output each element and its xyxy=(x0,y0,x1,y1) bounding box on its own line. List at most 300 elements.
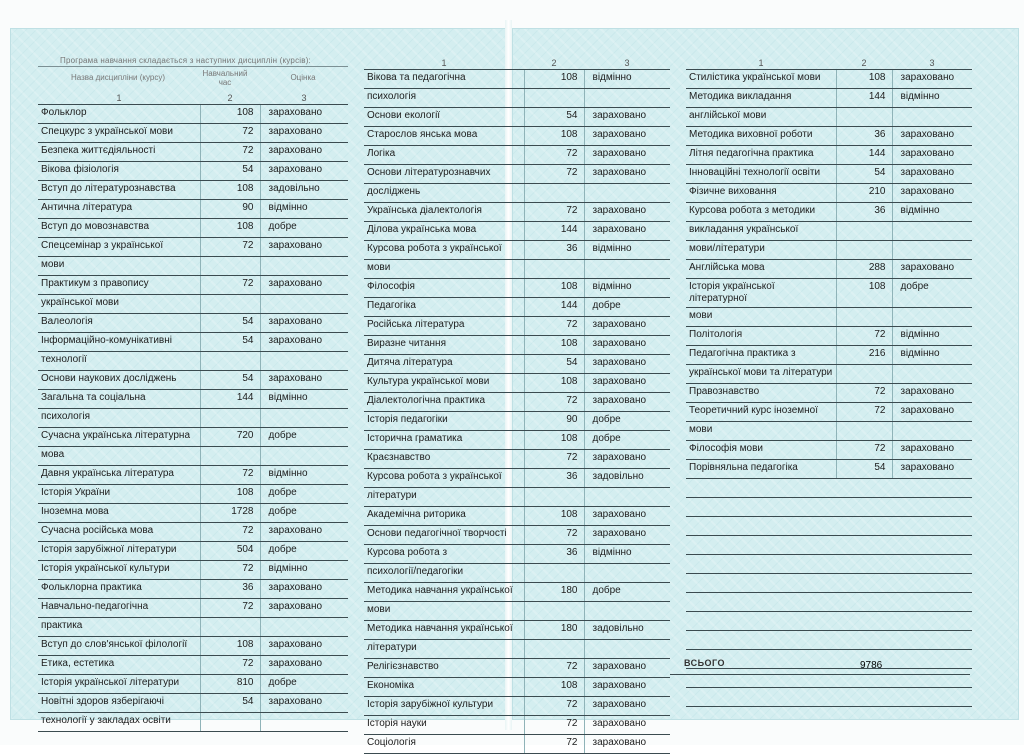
cell-hours: 72 xyxy=(524,697,584,716)
cell-grade xyxy=(892,422,972,441)
table-row xyxy=(38,542,348,561)
cell-discipline: мови xyxy=(364,602,524,621)
cell-discipline: Вступ до літературознавства xyxy=(38,181,200,200)
cell-grade xyxy=(260,257,348,276)
cell-discipline: Історія педагогіки xyxy=(364,412,524,431)
cell-grade: зараховано xyxy=(260,143,348,162)
table-row xyxy=(38,561,348,580)
cell-grade: відмінно xyxy=(584,241,670,260)
cell-grade: добре xyxy=(584,412,670,431)
table-row xyxy=(364,374,670,393)
table-row xyxy=(38,352,348,371)
table-row xyxy=(38,257,348,276)
cell-grade xyxy=(892,241,972,260)
cell-discipline: Порівняльна педагогіка xyxy=(686,460,836,479)
table-row xyxy=(364,659,670,678)
table-row xyxy=(38,675,348,694)
table-row xyxy=(38,713,348,732)
table-row xyxy=(364,89,670,108)
cell-discipline: психології/педагогіки xyxy=(364,564,524,583)
cell-grade: зараховано xyxy=(892,70,972,89)
table-row xyxy=(38,599,348,618)
table-row xyxy=(364,108,670,127)
cell-discipline: Вікова та педагогічна xyxy=(364,70,524,89)
table-row xyxy=(38,162,348,181)
cell-hours xyxy=(524,260,584,279)
cell-hours: 72 xyxy=(524,659,584,678)
table-row xyxy=(686,260,972,279)
table-row xyxy=(364,146,670,165)
table-row xyxy=(364,393,670,412)
cell-hours: 72 xyxy=(836,327,892,346)
empty-row xyxy=(686,688,972,707)
cell-grade: зараховано xyxy=(892,384,972,403)
cell-hours xyxy=(836,422,892,441)
cell-discipline: Історія зарубіжної культури xyxy=(364,697,524,716)
table-row xyxy=(38,238,348,257)
cell-discipline: Літня педагогічна практика xyxy=(686,146,836,165)
table-header xyxy=(38,66,348,93)
cell-hours: 54 xyxy=(200,694,260,713)
table-row xyxy=(38,409,348,428)
empty-row xyxy=(686,593,972,612)
table-row xyxy=(364,678,670,697)
table-row xyxy=(38,200,348,219)
num-2: 2 xyxy=(551,58,557,68)
table-row xyxy=(364,412,670,431)
cell-grade xyxy=(584,564,670,583)
table-row xyxy=(364,716,670,735)
cell-grade: зараховано xyxy=(892,146,972,165)
cell-hours: 72 xyxy=(836,384,892,403)
cell-hours: 108 xyxy=(200,637,260,656)
cell-discipline: Дитяча література xyxy=(364,355,524,374)
cell-discipline: Фольклор xyxy=(38,105,200,124)
table-row xyxy=(686,241,972,260)
cell-discipline: Краєзнавство xyxy=(364,450,524,469)
table-row xyxy=(686,203,972,222)
cell-discipline: досліджень xyxy=(364,184,524,203)
table-row xyxy=(38,124,348,143)
cell-hours xyxy=(524,89,584,108)
table-row xyxy=(38,485,348,504)
cell-discipline: Спецсемінар з української xyxy=(38,238,200,257)
header-hours: Навчальний час xyxy=(202,69,248,87)
cell-hours xyxy=(200,713,260,732)
table-row xyxy=(38,694,348,713)
cell-discipline: мови xyxy=(686,308,836,327)
table-row xyxy=(686,222,972,241)
cell-discipline: Академічна риторика xyxy=(364,507,524,526)
cell-discipline: Основи наукових досліджень xyxy=(38,371,200,390)
intro-text: Програма навчання складається з наступних дисциплін (курсів): xyxy=(60,56,311,65)
cell-grade xyxy=(260,295,348,314)
cell-discipline: Основи літературознавчих xyxy=(364,165,524,184)
cell-discipline: психологія xyxy=(364,89,524,108)
cell-discipline: Фольклорна практика xyxy=(38,580,200,599)
empty-row xyxy=(686,498,972,517)
cell-discipline: Теоретичний курс іноземної xyxy=(686,403,836,422)
table-row xyxy=(364,298,670,317)
cell-hours: 54 xyxy=(836,165,892,184)
cell-grade: зараховано xyxy=(260,238,348,257)
cell-hours: 72 xyxy=(524,146,584,165)
table-row xyxy=(364,165,670,184)
cell-grade: відмінно xyxy=(892,89,972,108)
cell-grade: добре xyxy=(260,485,348,504)
cell-grade: зараховано xyxy=(260,523,348,542)
cell-discipline: літератури xyxy=(364,488,524,507)
table-row xyxy=(364,184,670,203)
table-row xyxy=(364,564,670,583)
cell-grade: відмінно xyxy=(892,346,972,365)
cell-grade: зараховано xyxy=(584,317,670,336)
cell-hours: 72 xyxy=(200,561,260,580)
cell-hours xyxy=(836,241,892,260)
cell-grade: зараховано xyxy=(584,450,670,469)
num-1: 1 xyxy=(758,58,764,68)
cell-discipline: Економіка xyxy=(364,678,524,697)
cell-hours xyxy=(836,108,892,127)
cell-discipline: Українська діалектологія xyxy=(364,203,524,222)
table-row xyxy=(38,276,348,295)
cell-discipline: мови xyxy=(38,257,200,276)
table-row xyxy=(38,428,348,447)
cell-discipline: Іноземна мова xyxy=(38,504,200,523)
cell-grade: зараховано xyxy=(260,124,348,143)
table-row xyxy=(686,184,972,203)
cell-discipline: Сучасна російська мова xyxy=(38,523,200,542)
cell-hours: 72 xyxy=(524,526,584,545)
cell-grade: зараховано xyxy=(260,314,348,333)
cell-hours: 144 xyxy=(524,298,584,317)
cell-grade: задовільно xyxy=(584,469,670,488)
column-numbers xyxy=(38,92,348,105)
table-row xyxy=(364,203,670,222)
table-row xyxy=(38,390,348,409)
cell-grade xyxy=(260,352,348,371)
cell-discipline: Валеологія xyxy=(38,314,200,333)
cell-hours: 210 xyxy=(836,184,892,203)
table-row xyxy=(364,583,670,602)
cell-hours xyxy=(524,564,584,583)
cell-discipline: Давня українська література xyxy=(38,466,200,485)
cell-discipline: Правознавство xyxy=(686,384,836,403)
empty-row xyxy=(686,574,972,593)
cell-discipline: Культура української мови xyxy=(364,374,524,393)
cell-discipline: Курсова робота з української xyxy=(364,241,524,260)
cell-grade: зараховано xyxy=(584,336,670,355)
cell-hours: 144 xyxy=(200,390,260,409)
table-row xyxy=(686,327,972,346)
cell-hours: 108 xyxy=(524,279,584,298)
cell-discipline: Безпека життєдіяльності xyxy=(38,143,200,162)
cell-discipline: мови xyxy=(364,260,524,279)
cell-hours xyxy=(836,365,892,384)
cell-grade xyxy=(892,108,972,127)
cell-discipline: Старослов янська мова xyxy=(364,127,524,146)
cell-discipline: технології у закладах освіти xyxy=(38,713,200,732)
cell-hours xyxy=(836,222,892,241)
table-row xyxy=(686,460,972,479)
cell-grade: добре xyxy=(892,279,972,308)
cell-grade xyxy=(892,365,972,384)
cell-discipline: мови xyxy=(686,422,836,441)
cell-hours: 36 xyxy=(836,203,892,222)
cell-grade: відмінно xyxy=(260,561,348,580)
table-row xyxy=(38,580,348,599)
cell-hours: 90 xyxy=(200,200,260,219)
num-1: 1 xyxy=(116,93,122,103)
empty-row xyxy=(686,536,972,555)
cell-hours: 108 xyxy=(524,127,584,146)
cell-hours: 36 xyxy=(524,241,584,260)
cell-discipline: Методика виховної роботи xyxy=(686,127,836,146)
table-row xyxy=(364,279,670,298)
cell-hours: 72 xyxy=(524,393,584,412)
cell-hours: 216 xyxy=(836,346,892,365)
empty-row xyxy=(686,517,972,536)
cell-hours: 72 xyxy=(200,143,260,162)
cell-grade: зараховано xyxy=(892,260,972,279)
table-row xyxy=(38,333,348,352)
empty-row xyxy=(686,555,972,574)
cell-grade: задовільно xyxy=(584,621,670,640)
cell-grade: відмінно xyxy=(584,545,670,564)
cell-hours: 810 xyxy=(200,675,260,694)
cell-hours: 36 xyxy=(836,127,892,146)
cell-grade: зараховано xyxy=(260,656,348,675)
cell-grade: відмінно xyxy=(892,327,972,346)
cell-discipline: літератури xyxy=(364,640,524,659)
table-row xyxy=(364,602,670,621)
cell-hours: 108 xyxy=(836,70,892,89)
cell-grade: зараховано xyxy=(584,393,670,412)
cell-hours: 72 xyxy=(524,203,584,222)
cell-grade: зараховано xyxy=(584,146,670,165)
table-row xyxy=(364,526,670,545)
num-2: 2 xyxy=(861,58,867,68)
table-row xyxy=(38,105,348,124)
cell-hours: 108 xyxy=(836,279,892,308)
cell-hours: 108 xyxy=(200,219,260,238)
cell-grade: зараховано xyxy=(584,355,670,374)
cell-discipline: Історія української літератури xyxy=(38,675,200,694)
table-row xyxy=(38,143,348,162)
cell-discipline: Історична граматика xyxy=(364,431,524,450)
cell-hours: 72 xyxy=(200,276,260,295)
table-row xyxy=(364,241,670,260)
table-row xyxy=(364,735,670,754)
table-row xyxy=(364,355,670,374)
num-3: 3 xyxy=(624,58,630,68)
cell-grade: зараховано xyxy=(260,580,348,599)
cell-hours: 108 xyxy=(200,485,260,504)
cell-grade xyxy=(584,89,670,108)
table-row xyxy=(38,219,348,238)
table-row xyxy=(38,371,348,390)
table-row xyxy=(38,618,348,637)
cell-hours: 108 xyxy=(200,105,260,124)
cell-discipline: Загальна та соціальна xyxy=(38,390,200,409)
cell-grade: зараховано xyxy=(892,441,972,460)
cell-hours: 288 xyxy=(836,260,892,279)
cell-discipline: технології xyxy=(38,352,200,371)
table-row xyxy=(364,621,670,640)
cell-grade: зараховано xyxy=(892,165,972,184)
cell-discipline: Етика, естетика xyxy=(38,656,200,675)
cell-discipline: Російська література xyxy=(364,317,524,336)
cell-hours: 108 xyxy=(200,181,260,200)
cell-discipline: Методика навчання української xyxy=(364,583,524,602)
table-row xyxy=(38,181,348,200)
cell-discipline: Антична література xyxy=(38,200,200,219)
cell-grade: зараховано xyxy=(260,694,348,713)
cell-hours: 144 xyxy=(836,89,892,108)
table-row xyxy=(364,697,670,716)
table-row xyxy=(364,127,670,146)
cell-grade: зараховано xyxy=(584,203,670,222)
cell-grade: зараховано xyxy=(260,105,348,124)
cell-grade: добре xyxy=(584,583,670,602)
table-row xyxy=(686,384,972,403)
cell-discipline: Фізичне виховання xyxy=(686,184,836,203)
num-3: 3 xyxy=(301,93,307,103)
cell-hours xyxy=(200,257,260,276)
cell-hours xyxy=(524,488,584,507)
table-row xyxy=(38,504,348,523)
column-2 xyxy=(364,57,670,754)
cell-discipline: Методика навчання української xyxy=(364,621,524,640)
table-row xyxy=(364,469,670,488)
cell-grade: відмінно xyxy=(260,200,348,219)
cell-grade: зараховано xyxy=(260,371,348,390)
cell-grade xyxy=(260,447,348,466)
cell-hours: 108 xyxy=(524,336,584,355)
cell-hours: 504 xyxy=(200,542,260,561)
cell-hours xyxy=(524,640,584,659)
cell-grade xyxy=(584,184,670,203)
cell-discipline: Ділова українська мова xyxy=(364,222,524,241)
cell-hours: 72 xyxy=(524,735,584,754)
cell-discipline: Педагогічна практика з xyxy=(686,346,836,365)
cell-grade: добре xyxy=(260,504,348,523)
cell-hours: 108 xyxy=(524,678,584,697)
table-row xyxy=(364,431,670,450)
cell-hours: 72 xyxy=(524,165,584,184)
cell-grade xyxy=(892,222,972,241)
cell-discipline: Новітні здоров язберігаючі xyxy=(38,694,200,713)
cell-grade: зараховано xyxy=(892,460,972,479)
cell-grade: зараховано xyxy=(260,162,348,181)
cell-grade: зараховано xyxy=(584,526,670,545)
cell-discipline: української мови xyxy=(38,295,200,314)
cell-discipline: Політологія xyxy=(686,327,836,346)
cell-hours: 72 xyxy=(524,317,584,336)
table-row xyxy=(686,346,972,365)
cell-grade: добре xyxy=(584,431,670,450)
table-row xyxy=(686,146,972,165)
cell-discipline: Практикум з правопису xyxy=(38,276,200,295)
cell-hours: 108 xyxy=(524,70,584,89)
cell-hours: 180 xyxy=(524,621,584,640)
cell-grade xyxy=(260,713,348,732)
cell-hours: 54 xyxy=(200,162,260,181)
table-row xyxy=(686,441,972,460)
cell-discipline: Виразне читання xyxy=(364,336,524,355)
table-row xyxy=(686,279,972,308)
cell-hours: 36 xyxy=(200,580,260,599)
cell-discipline: Соціологія xyxy=(364,735,524,754)
cell-hours: 72 xyxy=(200,599,260,618)
cell-hours: 72 xyxy=(836,403,892,422)
table-row xyxy=(364,545,670,564)
cell-grade: зараховано xyxy=(584,108,670,127)
cell-discipline: Інноваційні технології освіти xyxy=(686,165,836,184)
table-row xyxy=(364,488,670,507)
cell-discipline: Курсова робота з методики xyxy=(686,203,836,222)
cell-discipline: Вступ до мовознавства xyxy=(38,219,200,238)
column-1 xyxy=(38,92,348,732)
cell-hours xyxy=(836,308,892,327)
cell-grade: зараховано xyxy=(892,127,972,146)
cell-grade: зараховано xyxy=(260,333,348,352)
table-row xyxy=(686,89,972,108)
cell-discipline: Курсова робота з української xyxy=(364,469,524,488)
table-row xyxy=(686,70,972,89)
table-row xyxy=(364,70,670,89)
cell-hours: 108 xyxy=(524,431,584,450)
cell-discipline: Історія України xyxy=(38,485,200,504)
cell-grade: відмінно xyxy=(584,70,670,89)
table-row xyxy=(38,637,348,656)
total-value: 9786 xyxy=(860,660,883,671)
cell-hours: 54 xyxy=(200,314,260,333)
table-row xyxy=(38,295,348,314)
cell-discipline: практика xyxy=(38,618,200,637)
cell-hours: 72 xyxy=(200,656,260,675)
cell-discipline: Вступ до слов'янської філології xyxy=(38,637,200,656)
cell-discipline: Основи екології xyxy=(364,108,524,127)
cell-hours xyxy=(200,352,260,371)
table-row xyxy=(38,656,348,675)
cell-hours: 72 xyxy=(836,441,892,460)
cell-hours: 720 xyxy=(200,428,260,447)
cell-discipline: англійської мови xyxy=(686,108,836,127)
cell-discipline: Англійська мова xyxy=(686,260,836,279)
cell-discipline: Педагогіка xyxy=(364,298,524,317)
cell-hours: 54 xyxy=(200,371,260,390)
cell-hours: 144 xyxy=(836,146,892,165)
cell-grade xyxy=(584,488,670,507)
cell-discipline: Діалектологічна практика xyxy=(364,393,524,412)
cell-hours: 72 xyxy=(200,466,260,485)
cell-grade: зараховано xyxy=(584,659,670,678)
cell-discipline: Навчально-педагогічна xyxy=(38,599,200,618)
cell-grade: добре xyxy=(584,298,670,317)
discipline-table-2 xyxy=(364,70,670,754)
cell-discipline: мови/літератури xyxy=(686,241,836,260)
cell-discipline: Філософія мови xyxy=(686,441,836,460)
cell-grade: зараховано xyxy=(584,507,670,526)
cell-grade: зараховано xyxy=(584,678,670,697)
cell-grade: зараховано xyxy=(584,735,670,754)
cell-grade: зараховано xyxy=(584,697,670,716)
cell-discipline: викладання української xyxy=(686,222,836,241)
column-numbers xyxy=(364,57,670,70)
cell-hours xyxy=(200,618,260,637)
cell-hours: 54 xyxy=(524,108,584,127)
